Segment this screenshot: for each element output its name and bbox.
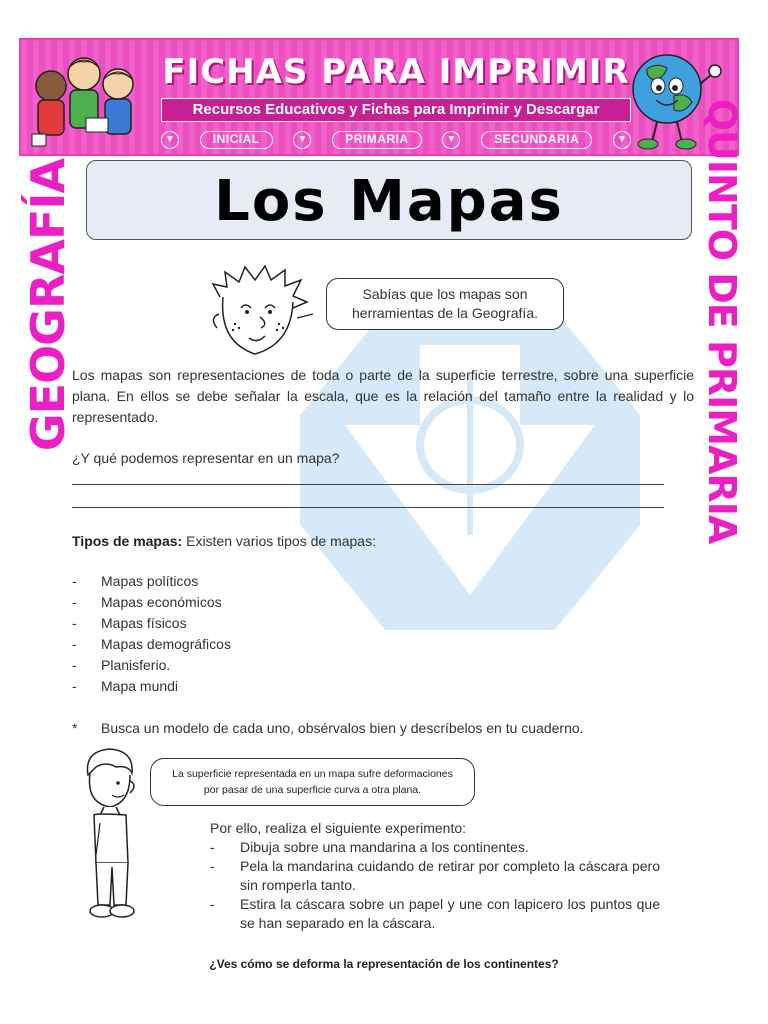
- list-item: - Pela la mandarina cuidando de retirar por completo la cáscara pero sin romperla tanto.: [210, 858, 660, 893]
- list-item: - Mapas físicos: [72, 615, 187, 631]
- list-item: - Mapas económicos: [72, 594, 222, 610]
- list-item: - Dibuja sobre una mandarina a los continentes.: [210, 839, 529, 855]
- site-title[interactable]: FICHAS PARA IMPRIMIR: [162, 52, 630, 92]
- closing-question: ¿Ves cómo se deforma la representación de los continentes?: [209, 957, 559, 971]
- map-types-heading: Tipos de mapas: Existen varios tipos de mapas:: [72, 533, 376, 549]
- nav-arrow-icon: ▼: [161, 131, 179, 149]
- nav-arrow-icon: ▼: [293, 131, 311, 149]
- list-item: - Planisferio.: [72, 657, 171, 673]
- boy-illustration: [66, 745, 156, 925]
- grade-label: QUINTO DE PRIMARIA: [700, 98, 744, 543]
- question-text: ¿Y qué podemos representar en un mapa?: [72, 450, 340, 466]
- subject-label: GEOGRAFÍA: [21, 158, 75, 452]
- site-subtitle: Recursos Educativos y Fichas para Imprimir y Descargar: [161, 98, 631, 122]
- list-item: - Mapa mundi: [72, 678, 179, 694]
- speech-bubble-deformation: La superficie representada en un mapa sufre deformaciones por pasar de una superficie curva a otra plana.: [150, 758, 475, 806]
- nav-secundaria[interactable]: SECUNDARIA: [481, 131, 592, 149]
- answer-line[interactable]: [72, 507, 664, 508]
- experiment-intro: Por ello, realiza el siguiente experimento:: [210, 820, 467, 836]
- nav-primaria[interactable]: PRIMARIA: [332, 131, 421, 149]
- list-item: - Mapas demográficos: [72, 636, 231, 652]
- answer-line[interactable]: [72, 484, 664, 485]
- list-item: - Estira la cáscara sobre un papel y une con lapicero los puntos que se han separado en la cáscara.: [210, 896, 660, 931]
- kids-illustration: [26, 44, 144, 152]
- page-title: Los Mapas: [214, 169, 564, 234]
- instruction-text: * Busca un modelo de cada uno, obsérvalos bien y descríbelos en tu cuaderno.: [72, 720, 584, 736]
- nav-arrow-icon: ▼: [442, 131, 460, 149]
- nav-bar: [161, 130, 631, 150]
- experiment-steps: [210, 838, 660, 933]
- list-item: - Mapas políticos: [72, 573, 199, 589]
- child-face-illustration: [205, 262, 315, 362]
- nav-arrow-icon: ▼: [613, 131, 631, 149]
- speech-bubble-fact: Sabías que los mapas son herramientas de la Geografía.: [326, 278, 564, 330]
- map-types-list: [72, 571, 231, 697]
- title-box: [86, 160, 692, 240]
- nav-inicial[interactable]: INICIAL: [200, 131, 273, 149]
- watermark-logo: [295, 305, 645, 635]
- intro-paragraph: Los mapas son representaciones de toda o parte de la superficie terrestre, sobre una superficie plana. En ellos se debe señalar la escala, que es la relación del tamaño entre la realidad y lo representado.: [72, 367, 694, 425]
